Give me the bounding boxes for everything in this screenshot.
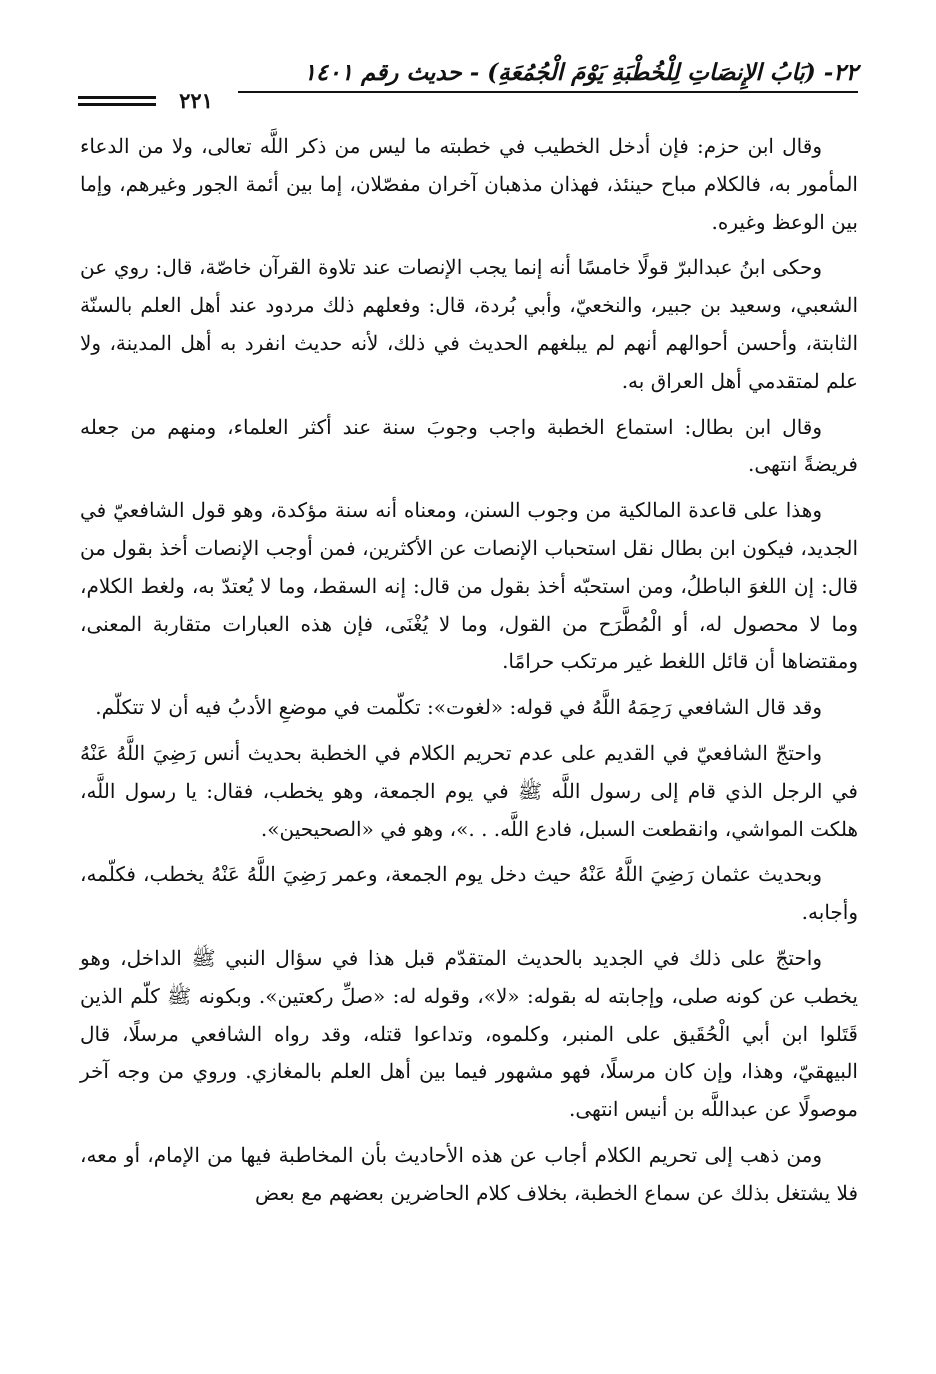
paragraph: واحتجّ الشافعيّ في القديم على عدم تحريم الكلام في الخطبة بحديث أنس رَضِيَ اللَّهُ عَنْهُ في الرجل الذي قام إلى رسول اللَّه ﷺ في يوم الجمعة، وهو يخطب، فقال: يا رسول اللَّه، هلكت المواشي، وانقطعت السبل، فادع اللَّه. . .»، وهو في «الصحيحين». [80,740,858,841]
running-header: ٢٢- (بَابُ الإِنصَاتِ لِلْخُطْبَةِ يَوْمَ الْجُمُعَةِ) - حديث رقم ١٤٠١ [303,59,858,86]
page-number: ٢٢١ [179,88,213,113]
header-rule [238,91,858,93]
paragraph: وبحديث عثمان رَضِيَ اللَّهُ عَنْهُ حيث دخل يوم الجمعة، وعمر رَضِيَ اللَّهُ عَنْهُ يخطب، فكلّمه، وأجابه. [80,862,858,925]
page-number-rule [78,96,156,110]
paragraph: واحتجّ على ذلك في الجديد بالحديث المتقدّم قبل هذا في سؤال النبي ﷺ الداخل، وهو يخطب عن كونه صلى، وإجابته له بقوله: «لا»، وقوله له: «صلِّ ركعتين». وبكونه ﷺ كلّم الذين قَتَلوا ابن أبي الْحُقَيق على المنبر، وكلموه، وتداعوا قتله، وقد رواه الشافعي مرسلًا، قال البيهقيّ، وهذا، وإن كان مرسلًا، فهو مشهور فيما بين أهل العلم بالمغازي. وروي من وجه آخر موصولًا عن عبداللَّه بن أنيس انتهى. [80,945,858,1122]
paragraph: وقد قال الشافعي رَحِمَهُ اللَّهُ في قوله: «لغوت»: تكلّمت في موضعِ الأدبُ فيه أن لا تتكلّم. [95,695,822,720]
paragraph: وقال ابن حزم: فإن أدخل الخطيب في خطبته ما ليس من ذكر اللَّه تعالى، ولا من الدعاء المأمور به، فالكلام مباح حينئذ، فهذان مذهبان آخران مفصّلان، إما بين أئمة الجور وغيرهم، وإما بين الوعظ وغيره. [80,134,858,234]
main-text [80,128,858,1221]
paragraph: وحكى ابنُ عبدالبرّ قولًا خامسًا أنه إنما يجب الإنصات عند تلاوة القرآن خاصّة، قال: روي عن الشعبي، وسعيد بن جبير، والنخعيّ، وأبي بُردة، قال: وفعلهم ذلك مردود عند أهل العلم بالسنّة الثابتة، وأحسن أحوالهم أنهم لم يبلغهم الحديث في ذلك، لأنه حديث انفرد به أهل المدينة، ولا علم لمتقدمي أهل العراق به. [80,255,858,393]
paragraph: ومن ذهب إلى تحريم الكلام أجاب عن هذه الأحاديث بأن المخاطبة فيها من الإمام، أو معه، فلا يشتغل بذلك عن سماع الخطبة، بخلاف كلام الحاضرين بعضهم مع بعض [80,1142,858,1205]
paragraph: وهذا على قاعدة المالكية من وجوب السنن، ومعناه أنه سنة مؤكدة، وهو قول الشافعيّ في الجديد، فيكون ابن بطال نقل استحباب الإنصات عن الأكثرين، فمن أوجب الإنصات أخذ بقول من قال: إن اللغوَ الباطلُ، ومن استحبّه أخذ بقول من قال: إنه السقط، وما لا يُعتدّ به، ولغط الكلام، وما لا محصول له، أو الْمُطَّرَح من القول، وما لا يُغْنَى، فإن هذه العبارات متقاربة المعنى، ومقتضاها أن قائل اللغط غير مرتكب حرامًا. [80,498,858,674]
paragraph: وقال ابن بطال: استماع الخطبة واجب وجوبَ سنة عند أكثر العلماء، ومنهم من جعله فريضةً انتهى. [80,414,858,477]
